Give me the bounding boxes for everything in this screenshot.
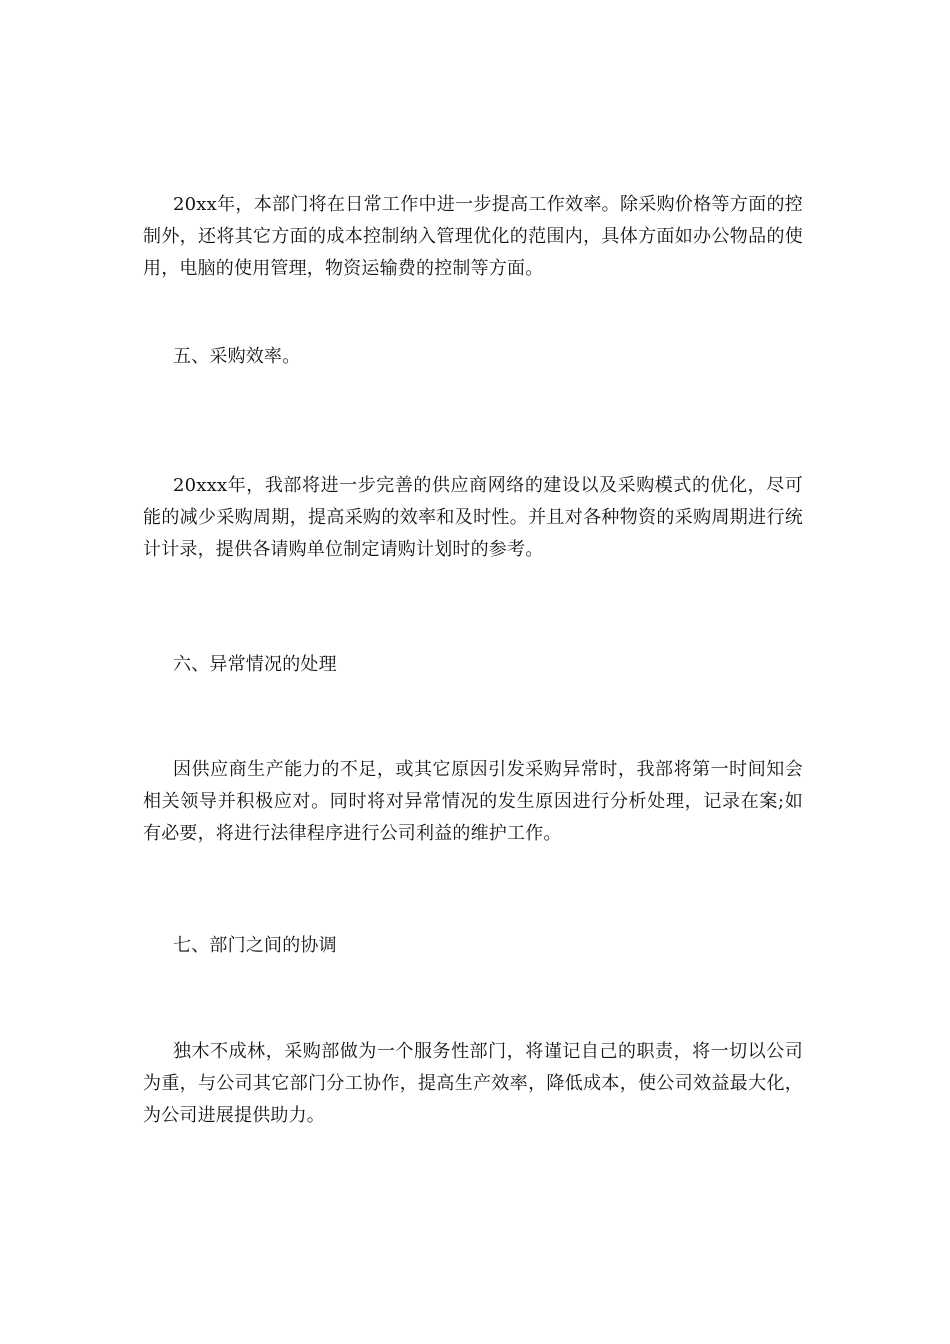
paragraph-exception-handling: 因供应商生产能力的不足，或其它原因引发采购异常时，我部将第一时间知会相关领导并积极应对。同时将对异常情况的发生原因进行分析处理，记录在案;如有必要，将进行法律程序进行公司利益的维护工作。	[143, 759, 803, 844]
heading-procurement-efficiency: 五、采购效率。	[173, 346, 301, 367]
heading-department-coordination: 七、部门之间的协调	[173, 935, 337, 956]
heading-exception-handling: 六、异常情况的处理	[173, 654, 337, 675]
paragraph-cost-control: 20xx年，本部门将在日常工作中进一步提高工作效率。除采购价格等方面的控制外，还将其它方面的成本控制纳入管理优化的范围内，具体方面如办公物品的使用，电脑的使用管理，物资运输费的控制等方面。	[143, 194, 803, 279]
paragraph-department-coordination: 独木不成林，采购部做为一个服务性部门，将谨记自己的职责，将一切以公司为重，与公司其它部门分工协作，提高生产效率，降低成本，使公司效益最大化，为公司进展提供助力。	[143, 1041, 803, 1126]
paragraph-procurement-efficiency: 20xxx年，我部将进一步完善的供应商网络的建设以及采购模式的优化，尽可能的减少采购周期，提高采购的效率和及时性。并且对各种物资的采购周期进行统计计录，提供各请购单位制定请购计划时的参考。	[143, 475, 803, 560]
